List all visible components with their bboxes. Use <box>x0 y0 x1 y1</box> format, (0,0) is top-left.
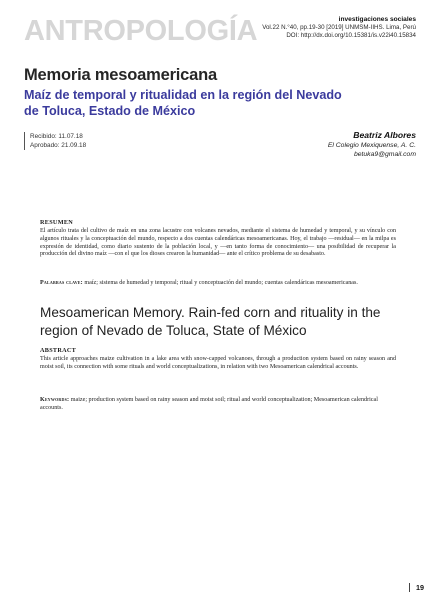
abstract-section <box>40 347 396 372</box>
author-block <box>328 130 416 159</box>
keywords-text: maize; production system based on rainy season and moist soil; ritual and world conceptualization; Mesoamerican calendrical accounts. <box>40 397 378 411</box>
article-subtitle: Maíz de temporal y ritualidad en la región del Nevado de Toluca, Estado de México <box>24 88 342 118</box>
received-date: Recibido: 11.07.18 <box>30 133 83 140</box>
resumen-section <box>40 219 396 259</box>
journal-doi[interactable]: DOI: http://dx.doi.org/10.15381/is.v22i40.15834 <box>286 32 416 40</box>
approved-date: Aprobado: 21.09.18 <box>30 142 87 149</box>
keywords-label: Keywords: <box>40 397 70 403</box>
abstract-text: This article approaches maize cultivation in a lake area with snow-capped volcanoes, through a production system based on rainy season and moist soil, its connection with some rituals and world conceptualizations, in relation with two Mesoamerican calendrical accounts. <box>40 356 396 370</box>
author-affiliation: El Colegio Mexiquense, A. C. <box>327 142 416 149</box>
resumen-heading: RESUMEN <box>40 219 74 226</box>
journal-info <box>262 16 416 41</box>
journal-name: investigaciones sociales <box>338 16 416 23</box>
resumen-text: El artículo trata del cultivo de maíz en una zona lacustre con volcanes nevados, mediante el sistema de humedad y temporal, y su vínculo con algunos rituales y la conceptuación del mundo, respecto a dos cuentas calendáricas mesoamericanas. Hoy, el trabajo —residual— en la milpa es expresión de identidad, como diario sustento de la población local, y —en tanto forma de conocimiento— una posibilidad de recuperar la producción del divino maíz —con el que los dioses crearon la humanidad— ante el crítico problema de su desabasto. <box>40 228 396 258</box>
keywords <box>40 397 396 413</box>
palabras-clave <box>40 280 396 288</box>
section-header: ANTROPOLOGÍA <box>24 15 258 47</box>
article-title: Memoria mesoamericana <box>24 66 217 84</box>
author-name: Beatriz Albores <box>353 130 416 140</box>
journal-volume: Vol.22 N.°40, pp.19-30 [2019] UNMSM-IIHS. Lima, Perú <box>262 24 416 32</box>
english-title: Mesoamerican Memory. Rain-fed corn and rituality in the region of Nevado de Toluca, State of México <box>40 305 381 338</box>
page-number: 19 <box>409 583 424 592</box>
article-dates <box>24 132 86 150</box>
palabras-clave-label: Palabras clave: <box>40 280 83 286</box>
author-email[interactable]: betuka9@gmail.com <box>353 151 416 158</box>
abstract-heading: ABSTRACT <box>40 347 77 354</box>
palabras-clave-text: maíz; sistema de humedad y temporal; ritual y conceptuación del mundo; cuentas calendáricas mesoamericanas. <box>84 280 358 286</box>
